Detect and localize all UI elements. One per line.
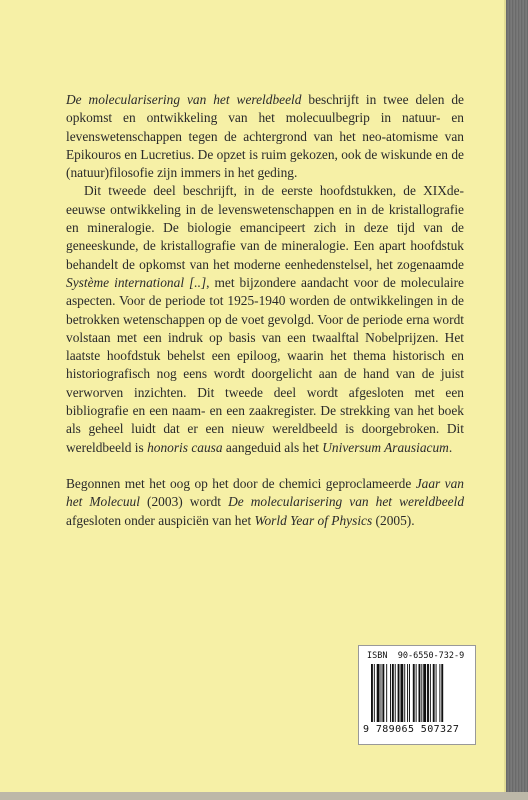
barcode-bar	[421, 664, 422, 722]
barcode-bars	[371, 664, 467, 722]
barcode-bar	[419, 664, 421, 722]
book-title: De molecularisering van het wereldbeeld	[66, 92, 302, 107]
barcode-bar	[433, 664, 435, 722]
barcode-bar	[439, 664, 440, 722]
barcode-bar	[395, 664, 396, 722]
barcode-bar	[430, 664, 431, 722]
isbn-number: 90-6550-732-9	[397, 651, 465, 661]
barcode-bar	[382, 664, 384, 722]
paragraph-2: Dit tweede deel beschrijft, in de eerste hoofdstukken, de XIXde-eeuwse ontwikkeling in de levenswetenschappen en in de kristallografie en mineralogie. De biologie emancipeert zich in deze tijd van de geneeskunde, de kristallografie van de mineralogie. Een apart hoofdstuk behandelt de opkomst van het moderne eenhedenstelsel, het zogenaamde Système international [..], met bijzondere aandacht voor de moleculaire aspecten. Voor de periode tot 1925-1940 worden de ontwikkelingen in de betrokken wetenschappen op de voet gevolgd. Voor de periode erna wordt volstaan met een indruk op basis van een twaalftal Nobelprijzen. Het laatste hoofdstuk behelst een epiloog, waarin het thema historisch en historiografisch nog eens wordt doorgelicht aan de hand van de juist verworven inzichten. Dit tweede deel wordt afgesloten met een bibliografie en een naam- en een zaakregister. De strekking van het boek als geheel luidt dat er een nieuw wereldbeeld is doorgebroken. Dit wereldbeeld is honoris causa aangeduid als het Universum Arausiacum.	[66, 183, 464, 455]
bottom-edge	[0, 792, 528, 800]
barcode-bar	[390, 664, 391, 722]
barcode-bar	[392, 664, 394, 722]
barcode-bar	[371, 664, 373, 722]
barcode-bar	[407, 664, 408, 722]
paragraph-1: De molecularisering van het wereldbeeld beschrijft in twee delen de opkomst en ontwikkeling van het molecuulbegrip in natuur- en levenswetenschappen tegen de achtergrond van het neo-atomisme van Epikouros en Lucretius. De opzet is ruim gekozen, ook de wiskunde en de (natuur)filosofie zijn immers in het geding.	[66, 92, 465, 181]
barcode-bar	[404, 664, 405, 722]
barcode-bar	[416, 664, 417, 722]
book-title: De molecularisering van het wereldbeeld	[228, 494, 465, 510]
barcode-digits: 9 789065 507327	[363, 724, 460, 735]
barcode-bar	[441, 664, 443, 722]
barcode-bar	[381, 664, 382, 722]
barcode-bar	[377, 664, 380, 722]
barcode-bar	[374, 664, 375, 722]
barcode-bar	[386, 664, 387, 722]
isbn-label: ISBN	[367, 651, 388, 661]
barcode-bar	[436, 664, 437, 722]
isbn-line	[367, 651, 464, 661]
paragraph-3: Begonnen met het oog op het door de chemici geproclameerde Jaar van het Molecuul (2003) wordt De molecularisering van het wereldbeeld afgesloten onder auspiciën van het World Year of Physics (2005).	[66, 475, 465, 528]
barcode-bar	[427, 664, 429, 722]
barcode-bar	[413, 664, 415, 722]
barcode-bar	[400, 664, 403, 722]
barcode-bar	[423, 664, 426, 722]
page-block-edge	[506, 0, 528, 800]
barcode-bar	[398, 664, 400, 722]
isbn-barcode	[358, 645, 476, 745]
barcode-bar	[409, 664, 410, 722]
blurb-text	[66, 91, 464, 530]
